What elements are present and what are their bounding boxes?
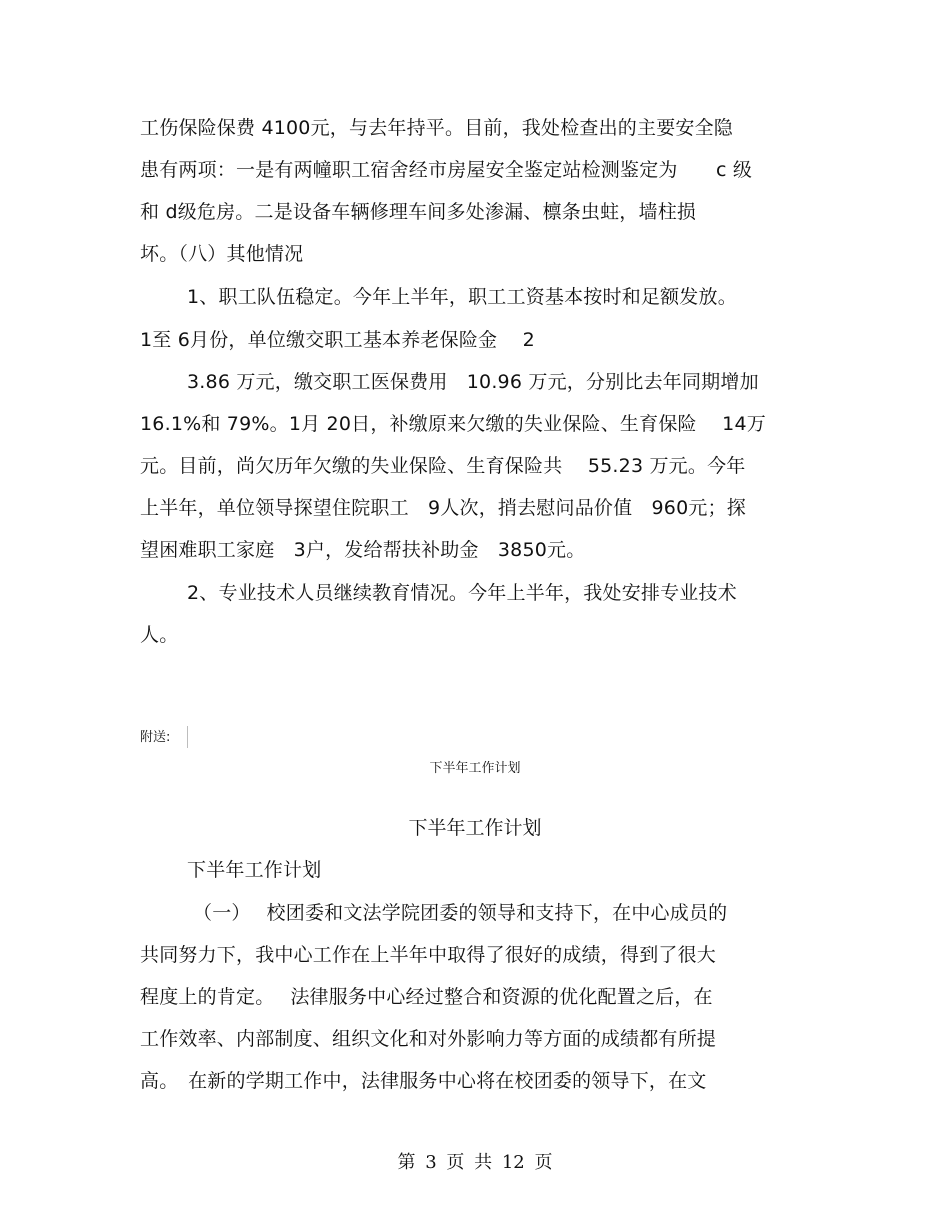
- body-line: 上半年，单位领导探望住院职工 9人次，捎去慰问品价值 960元；探: [140, 497, 746, 519]
- attachment-title: 下半年工作计划: [429, 761, 521, 776]
- separator-bar: [187, 726, 188, 748]
- body-line: （一） 校团委和文法学院团委的领导和支持下，在中心成员的: [193, 902, 728, 924]
- body-line: 高。 在新的学期工作中，法律服务中心将在校团委的领导下，在文: [140, 1070, 707, 1092]
- body-line: 2、专业技术人员继续教育情况。今年上半年，我处安排专业技术: [187, 582, 737, 604]
- attachment-label: 附送:: [140, 730, 171, 745]
- body-line: 工作效率、内部制度、组织文化和对外影响力等方面的成绩都有所提: [140, 1028, 717, 1050]
- body-line: 患有两项：一是有两幢职工宿舍经市房屋安全鉴定站检测鉴定为 c 级: [140, 159, 753, 181]
- body-line: 16.1%和 79%。1月 20日，补缴原来欠缴的失业保险、生育保险 14万: [140, 413, 766, 435]
- body-line: 工伤保险保费 4100元，与去年持平。目前，我处检查出的主要安全隐: [140, 117, 733, 139]
- section-heading: 下半年工作计划: [408, 817, 542, 839]
- body-line: 1至 6月份，单位缴交职工基本养老保险金 2: [140, 329, 535, 351]
- body-line: 3.86 万元，缴交职工医保费用 10.96 万元，分别比去年同期增加: [187, 371, 759, 393]
- body-line: 共同努力下，我中心工作在上半年中取得了很好的成绩，得到了很大: [140, 944, 717, 966]
- body-line: 1、职工队伍稳定。今年上半年，职工工资基本按时和足额发放。: [187, 286, 737, 308]
- page-number: 第 3 页 共 12 页: [397, 1152, 553, 1173]
- body-line: 人。: [140, 624, 179, 646]
- body-line: 望困难职工家庭 3户，发给帮扶补助金 3850元。: [140, 539, 586, 561]
- body-line: 坏。（八）其他情况: [140, 243, 304, 265]
- body-line: 和 d级危房。二是设备车辆修理车间多处渗漏、檩条虫蛀，墙柱损: [140, 201, 697, 223]
- body-line: 程度上的肯定。 法律服务中心经过整合和资源的优化配置之后，在: [140, 986, 713, 1008]
- plan-subheading: 下半年工作计划: [187, 859, 322, 881]
- body-line: 元。目前，尚欠历年欠缴的失业保险、生育保险共 55.23 万元。今年: [140, 455, 746, 477]
